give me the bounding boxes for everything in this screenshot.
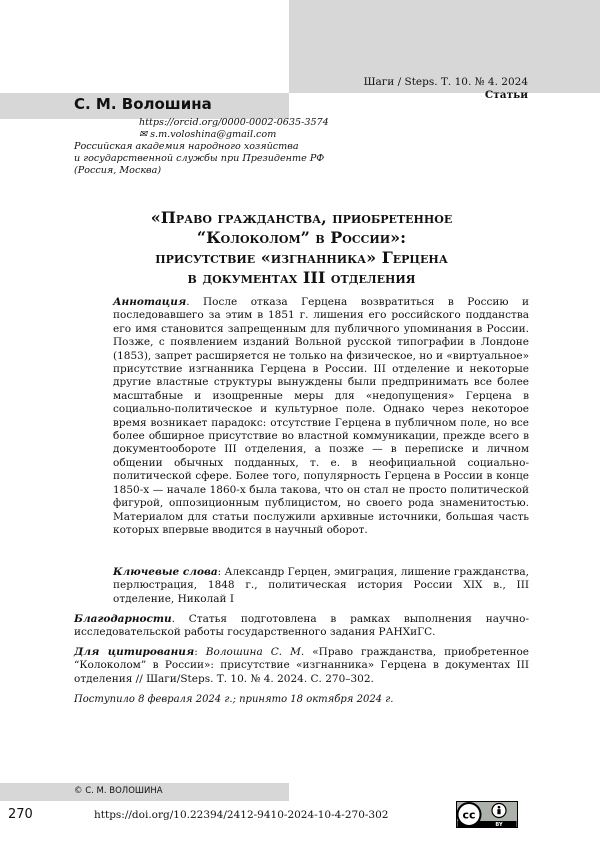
author-name: С. М. Волошина (74, 95, 212, 113)
citation-author: Волошина С. М. (206, 646, 304, 658)
title-line-1: «Право гражданства, приобретенное (74, 208, 529, 228)
acknowledgments (74, 613, 529, 640)
doi-link[interactable]: https://doi.org/10.22394/2412-9410-2024-10-4-270-302 (94, 809, 388, 821)
keywords-text: : Александр Герцен, эмиграция, лишение гражданства, перлюстрация, 1848 г., политическая история России XIX в., III отделение, Николай I (113, 566, 529, 605)
title-line-4: в документах III отделения (74, 268, 529, 288)
email-link[interactable]: s.m.voloshina@gmail.com (150, 129, 276, 140)
journal-section: Статьи (364, 89, 528, 102)
citation-text: «Право гражданства, приобретенное “Колоколом” в России»: присутствие «изгнанника» Герцена в документах III отделения // Шаги/Steps. Т. 10. № 4. 2024. С. 270–302. (74, 646, 529, 685)
affiliation-line-3: (Россия, Москва) (74, 165, 454, 177)
copyright-notice: © С. М. ВОЛОШИНА (74, 786, 163, 796)
received-dates: Поступило 8 февраля 2024 г.; принято 18 октября 2024 г. (74, 694, 529, 705)
abstract (113, 296, 529, 537)
affiliation-line-1: Российская академия народного хозяйства (74, 141, 454, 153)
ack-label: Благодарности (74, 613, 172, 625)
citation: Для цитирования: Волошина С. М. «Право гражданства, приобретенное “Колоколом” в России»: присутствие «изгнанника» Герцена в документах III отделения // Шаги/Steps. Т. 10. № 4. 2024. С. 270–302. (74, 646, 529, 686)
page-number: 270 (8, 807, 33, 822)
abstract-text: . После отказа Герцена возвратиться в Россию и последовавшего за этим в 1851 г. лишения его российского подданства его имя становится запрещенным для публичного упоминания в России. Позже, с появлением изданий Вольной русской типографии в Лондоне (1853), запрет расширяется не только на физическое, но и «виртуальное» присутствие изгнанника Герцена в России. III отделение и некоторые другие властные структуры вынуждены были предпринимать все более масштабные и изощренные меры для «недопущения» Герцена в социально-политическое и культурное поле. Однако через некоторое время возникает парадокс: отсутствие Герцена в публичном поле, но все более обширное присутствие во властной коммуникации, прежде всего в документообороте III отделения, а позже — в переписке и личном общении обычных подданных, т. е. в неофициальной социально-политической сфере. Более того, популярность Герцена в России в конце 1850-х — начале 1860-х была такова, что он стал не просто политической фигурой, оппозиционным публицистом, но своего рода знаменитостью. Материалом для статьи послужили архивные источники, большая часть которых впервые вводится в научный оборот. (113, 296, 529, 536)
orcid-link[interactable]: https://orcid.org/0000-0002-0635-3574 (74, 117, 454, 129)
article-title (74, 208, 529, 288)
email-icon: ✉ (139, 129, 150, 140)
citation-label: Для цитирования (74, 646, 194, 658)
ack-text: . Статья подготовлена в рамках выполнения научно-исследовательской работы государственного задания РАНХиГС. (74, 613, 529, 638)
title-line-2: “Колоколом” в России»: (74, 228, 529, 248)
abstract-label: Аннотация (113, 296, 186, 308)
affiliation-line-2: и государственной службы при Президенте РФ (74, 153, 454, 165)
svg-text:cc: cc (462, 809, 475, 822)
cc-by-icon (456, 801, 518, 828)
cc-by-label: BY (495, 822, 503, 828)
title-line-3: присутствие «изгнанника» Герцена (74, 248, 529, 268)
journal-line: Шаги / Steps. Т. 10. № 4. 2024 (364, 76, 528, 89)
author-meta (74, 117, 454, 177)
keywords (113, 566, 529, 606)
keywords-label: Ключевые слова (113, 566, 218, 578)
cc-by-license-badge[interactable] (456, 801, 518, 828)
journal-header (364, 76, 528, 102)
